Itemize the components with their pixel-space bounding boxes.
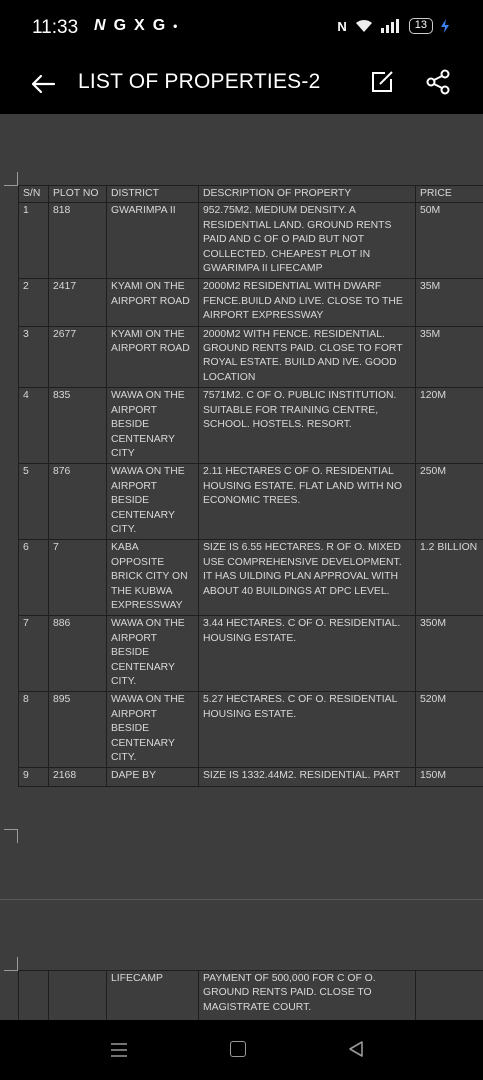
- cell-description: PAYMENT OF 500,000 FOR C OF O. GROUND RENTS PAID. CLOSE TO MAGISTRATE COURT.: [199, 971, 416, 1031]
- cell-price: 35M: [416, 326, 483, 388]
- table-row: [19, 540, 483, 616]
- system-icons: [337, 18, 449, 34]
- battery-icon: 13: [409, 18, 433, 34]
- cell-plot-no: 2168: [49, 768, 107, 786]
- cell-sn: 9: [19, 768, 49, 786]
- header-plot-no: PLOT NO: [49, 186, 107, 203]
- table-header-row: [19, 186, 483, 203]
- charging-icon: [441, 19, 449, 33]
- cell-sn: 1: [19, 203, 49, 279]
- header-sn: S/N: [19, 186, 49, 203]
- cell-sn: 7: [19, 616, 49, 692]
- cell-price: 150M: [416, 768, 483, 786]
- cell-district: LIFECAMP: [107, 971, 199, 1031]
- cell-sn: 2: [19, 279, 49, 326]
- x-app-icon: X: [134, 17, 145, 34]
- cell-district: WAWA ON THE AIRPORT BESIDE CENTENARY CITY.: [107, 692, 199, 768]
- cell-plot-no: 2677: [49, 326, 107, 388]
- cell-sn: 5: [19, 464, 49, 540]
- crop-mark-top-left: [4, 172, 18, 186]
- table-row: [19, 616, 483, 692]
- cell-sn: 6: [19, 540, 49, 616]
- cell-plot-no: 2417: [49, 279, 107, 326]
- table-row: [19, 388, 483, 464]
- document-viewer[interactable]: [0, 114, 483, 1020]
- table-row: [19, 464, 483, 540]
- cell-district: WAWA ON THE AIRPORT BESIDE CENTENARY CITY.: [107, 464, 199, 540]
- cell-description: SIZE IS 6.55 HECTARES. R OF O. MIXED USE COMPREHENSIVE DEVELOPMENT. IT HAS UILDING PLAN APPROVAL WITH ABOUT 40 BUILDINGS AT DPC LEVEL.: [199, 540, 416, 616]
- notification-icons: [94, 17, 177, 35]
- cell-plot-no: 876: [49, 464, 107, 540]
- cell-plot-no: 886: [49, 616, 107, 692]
- cell-plot-no: 818: [49, 203, 107, 279]
- cell-description: SIZE IS 1332.44M2. RESIDENTIAL. PART: [199, 768, 416, 786]
- wifi-icon: [355, 19, 373, 33]
- cell-description: 3.44 HECTARES. C OF O. RESIDENTIAL. HOUSING ESTATE.: [199, 616, 416, 692]
- cell-description: 952.75M2. MEDIUM DENSITY. A RESIDENTIAL LAND. GROUND RENTS PAID AND C OF O PAID BUT NOT COLLECTED. CHEAPEST PLOT IN GWARIMPA II LIFECAMP: [199, 203, 416, 279]
- g-app-icon: G: [113, 17, 127, 34]
- nfc-icon: N: [337, 18, 347, 34]
- cell-sn: 8: [19, 692, 49, 768]
- cell-price: 1.2 BILLION: [416, 540, 483, 616]
- cell-district: WAWA ON THE AIRPORT BESIDE CENTENARY CITY: [107, 388, 199, 464]
- cell-description: 2.11 HECTARES C OF O. RESIDENTIAL HOUSING ESTATE. FLAT LAND WITH NO ECONOMIC TREES.: [199, 464, 416, 540]
- more-notifications-dot: •: [173, 19, 178, 33]
- home-icon[interactable]: [230, 1041, 246, 1057]
- cell-plot-no: 7: [49, 540, 107, 616]
- navigation-bar: [0, 1020, 483, 1080]
- table-row: [19, 279, 483, 326]
- table-row: [19, 768, 483, 786]
- cell-plot-no: 835: [49, 388, 107, 464]
- google-app-icon: G: [152, 17, 166, 34]
- cell-price: 50M: [416, 203, 483, 279]
- cell-price: 350M: [416, 616, 483, 692]
- cell-price: 250M: [416, 464, 483, 540]
- cell-district: KYAMI ON THE AIRPORT ROAD: [107, 326, 199, 388]
- app-bar: [0, 54, 483, 114]
- page-title: LIST OF PROPERTIES-2: [78, 70, 321, 93]
- cell-district: KYAMI ON THE AIRPORT ROAD: [107, 279, 199, 326]
- back-arrow-icon[interactable]: [28, 69, 58, 99]
- header-price: PRICE: [416, 186, 483, 203]
- status-time: 11:33: [32, 17, 79, 38]
- cell-sn: 3: [19, 326, 49, 388]
- table-row: [19, 326, 483, 388]
- table-row: [19, 692, 483, 768]
- signal-icon: [381, 19, 401, 33]
- cell-sn: 4: [19, 388, 49, 464]
- share-icon[interactable]: [424, 68, 452, 96]
- cell-district: KABA OPPOSITE BRICK CITY ON THE KUBWA EXPRESSWAY: [107, 540, 199, 616]
- page-separator: [0, 899, 483, 900]
- cell-district: WAWA ON THE AIRPORT BESIDE CENTENARY CITY.: [107, 616, 199, 692]
- cell-price: 120M: [416, 388, 483, 464]
- status-bar: [0, 0, 483, 54]
- crop-mark-bottom-left: [4, 829, 18, 843]
- properties-table: [18, 185, 483, 787]
- recent-apps-icon[interactable]: [110, 1042, 128, 1058]
- cell-description: 7571M2. C OF O. PUBLIC INSTITUTION. SUITABLE FOR TRAINING CENTRE, SCHOOL. HOSTELS. RESORT.: [199, 388, 416, 464]
- cell-description: 5.27 HECTARES. C OF O. RESIDENTIAL HOUSING ESTATE.: [199, 692, 416, 768]
- cell-plot-no: 895: [49, 692, 107, 768]
- back-icon[interactable]: [348, 1040, 364, 1058]
- n-app-icon: N: [94, 17, 106, 34]
- header-description: DESCRIPTION OF PROPERTY: [199, 186, 416, 203]
- cell-description: 2000M2 WITH FENCE. RESIDENTIAL. GROUND RENTS PAID. CLOSE TO FORT ROYAL ESTATE. BUILD AND IVE. GOOD LOCATION: [199, 326, 416, 388]
- cell-price: 35M: [416, 279, 483, 326]
- table-row: [19, 203, 483, 279]
- cell-description: 2000M2 RESIDENTIAL WITH DWARF FENCE.BUILD AND LIVE. CLOSE TO THE AIRPORT EXPRESSWAY: [199, 279, 416, 326]
- cell-district: GWARIMPA II: [107, 203, 199, 279]
- cell-price: 520M: [416, 692, 483, 768]
- cell-district: DAPE BY: [107, 768, 199, 786]
- header-district: DISTRICT: [107, 186, 199, 203]
- edit-icon[interactable]: [368, 68, 396, 96]
- crop-mark-page2-top-left: [4, 957, 18, 971]
